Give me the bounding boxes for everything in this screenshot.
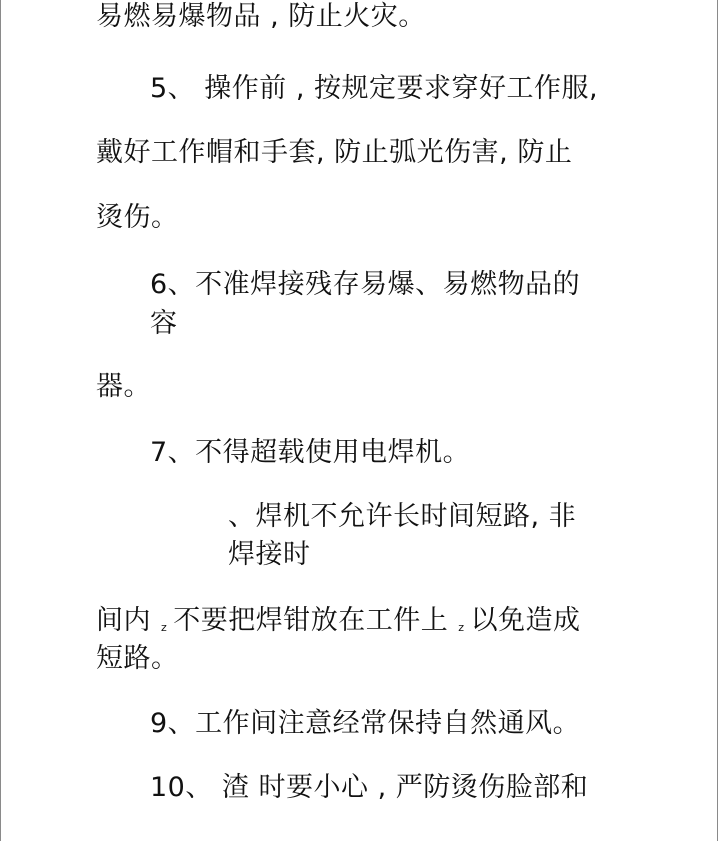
text-line-5: 6、不准焊接残存易爆、易燃物品的 — [150, 269, 581, 300]
text-line-7: 器。 — [96, 371, 151, 402]
text-line-11-mark-1: z — [161, 621, 168, 634]
text-line-11-part-2: 不要把焊钳放在工件上 — [173, 605, 449, 636]
text-line-11-part-3: 以免造成 — [470, 605, 581, 636]
page-right-border — [717, 0, 718, 841]
page-left-border — [0, 0, 1, 841]
text-line-11 — [96, 604, 581, 638]
text-line-3: 戴好工作帽和手套, 防止弧光伤害, 防止 — [96, 137, 573, 168]
text-line-1: 易燃易爆物品 , 防止火灾。 — [96, 1, 426, 32]
text-line-6: 容 — [150, 308, 178, 339]
text-line-14: 10、 渣 时要小心 , 严防烫伤脸部和 — [150, 772, 589, 803]
text-line-11-part-1: 间内 — [96, 605, 151, 636]
text-line-2: 5、 操作前 , 按规定要求穿好工作服, — [150, 73, 599, 104]
text-line-11-mark-2: z — [458, 621, 465, 634]
text-line-10: 焊接时 — [228, 539, 311, 570]
text-line-9: 、焊机不允许长时间短路, 非 — [228, 501, 577, 532]
text-line-13: 9、工作间注意经常保持自然通风。 — [150, 708, 581, 739]
text-line-8: 7、不得超载使用电焊机。 — [150, 437, 471, 468]
text-line-4: 烫伤。 — [96, 202, 179, 233]
text-line-12: 短路。 — [96, 643, 179, 674]
